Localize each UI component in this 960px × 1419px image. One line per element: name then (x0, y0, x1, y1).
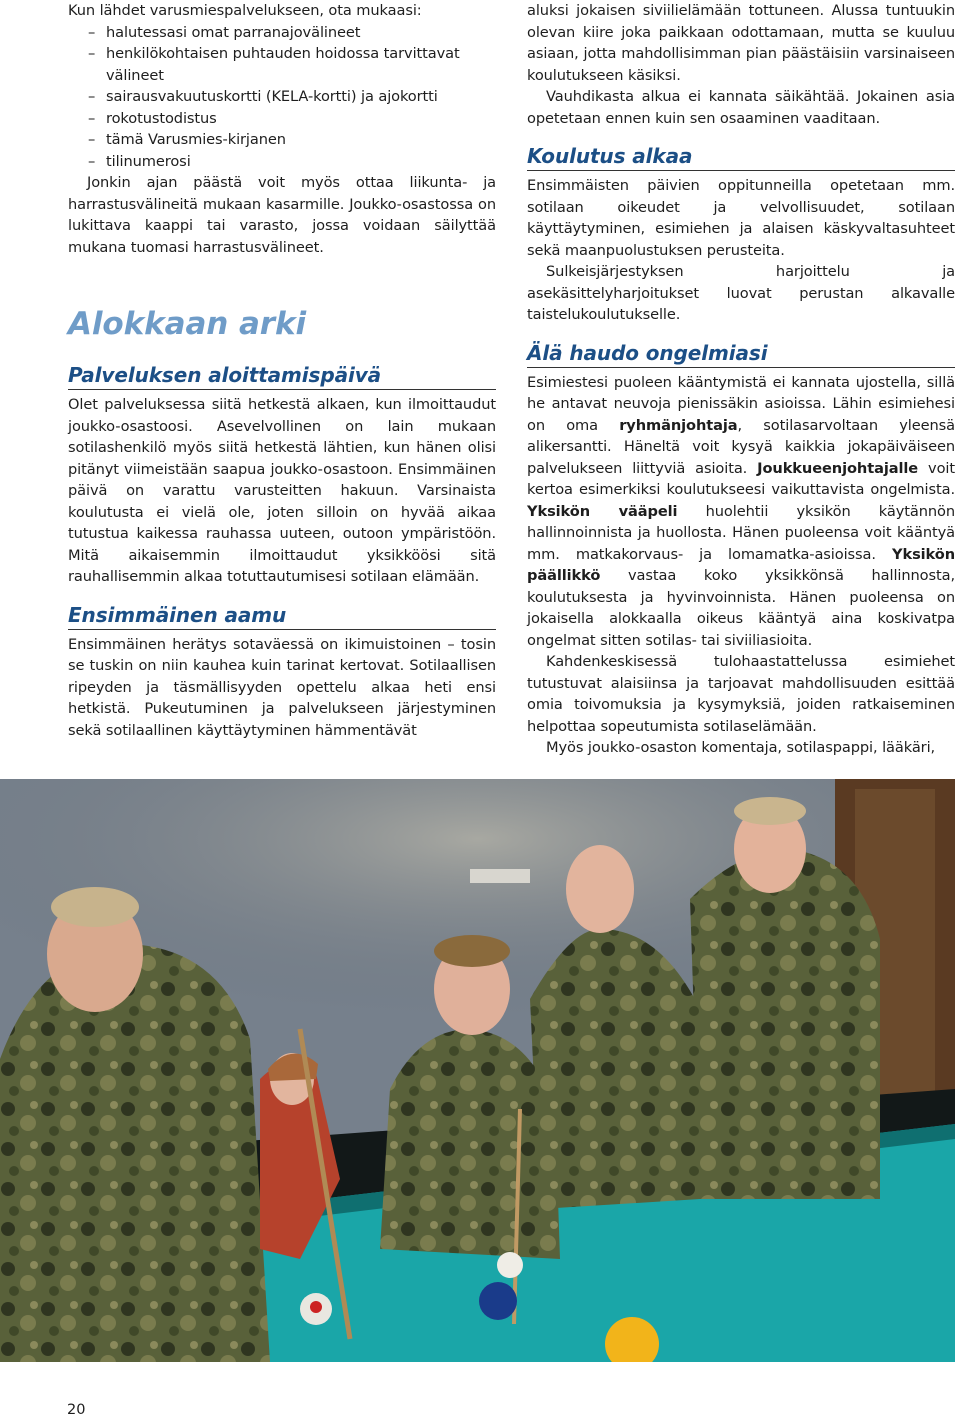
page-title: Alokkaan arki (68, 306, 306, 342)
text-run: vastaa koko yksikkönsä hallinnosta, koulutuksesta ja hyvinvoinnista. Hänen puoleensa on jokaisella alokkaalla oikeus kääntyä aina koskivatpa ongelmat sitten sotilas- tai siviiliasioita. (527, 567, 955, 649)
text-run: , sotilasarvoltaan yleensä alikersantti. Häneltä voit kysyä kaikkia jokapäiväiseen palvelukseen liittyviä asioita. (527, 416, 955, 477)
term-ryhmanjohtaja: ryhmänjohtaja (619, 416, 738, 434)
term-paallikko: Yksikön päällikkö (527, 545, 955, 584)
section-paragraph-superiors (527, 372, 955, 652)
section-paragraph: Olet palveluksessa siitä hetkestä alkaen, kun ilmoittaudut joukko-osastoosi. Asevelvollinen on lain mukaan sotilashenkilö myös siitä hetkestä lähtien, kun hänen olisi pitänyt viimeistään saapua joukko-osastoon. Ensimmäinen päivä on varattu varusteitten hakuun. Varsinaista koulutusta ei vielä ole, joten silloin on hyvää aikaa tutustua kaikessa rauhassa uuteen, outoon ympäristöön. Mitä aikaisemmin ilmoittaudut yksikköösi sitä rauhallisemmin alkaa totuttautumisesi sotilaan elämään. (68, 396, 496, 585)
text-run: Esimiestesi puoleen kääntymistä ei kannata ujostella, sillä he antavat neuvoja pienissäkin asioissa. Lähin esimiehesi on oma (527, 373, 955, 434)
list-item: – halutessasi omat parranajovälineet (68, 22, 496, 44)
section-paragraph: Sulkeisjärjestyksen harjoittelu ja asekäsittelyharjoitukset luovat perustan alkavalle taistelukoulutukselle. (527, 263, 955, 323)
intro-line: Kun lähdet varusmiespalvelukseen, ota mukaasi: (68, 2, 422, 19)
packing-list (68, 22, 496, 173)
list-item: – tilinumerosi (68, 151, 496, 173)
page-number: 20 (67, 1402, 86, 1418)
text-run: huolehtii yksikön käytännön hallinnoinnista ja huollosta. Hänen puoleensa voit kääntyä mm. matkakorvaus- ja lomamatka-asioissa. (527, 502, 955, 563)
text-run: voit kertoa esimerkiksi koulutukseesi vaikuttavista ongelmista. (527, 459, 955, 498)
photo-illustration (0, 779, 955, 1362)
continued-paragraph: aluksi jokaisen siviilielämään tottuneen. Alussa tuntuukin olevan kiire joka paikkaan odottamaan, mutta se kuuluu asiaan, jotta mahdollisimman pian päästäisiin varsinaiseen koulutukseen käsiksi. (527, 2, 955, 84)
list-item: – tämä Varusmies-kirjanen (68, 129, 496, 151)
left-column (68, 0, 496, 741)
list-item: – sairausvakuutuskortti (KELA-kortti) ja ajokortti (68, 86, 496, 108)
term-joukkueenjohtaja: Joukkueenjohtajalle (757, 459, 919, 477)
intro-paragraph: Jonkin ajan päästä voit myös ottaa liikunta- ja harrastusvälineitä mukaan kasarmille. Joukko-osastossa on lukittava kaappi tai varasto, jossa voidaan säilyttää mukana tuomasi harrastusvälineet. (68, 174, 496, 256)
section-heading-ongelmat: Älä haudo ongelmiasi (527, 340, 955, 368)
continued-paragraph-2: Vauhdikasta alkua ei kannata säikähtää. Jokainen asia opetetaan ennen kuin sen osaaminen vaaditaan. (527, 88, 955, 127)
section-paragraph: Ensimmäinen herätys sotaväessä on ikimuistoinen – tosin se tuskin on niin kauhea kuin tarinat kertovat. Sotilaallisen ripeyden ja täsmällisyyden opettelu alkaa heti ensi hetkistä. Pukeutuminen ja palvelukseen järjestyminen sekä sotilaallinen käyttäytyminen hämmentävät (68, 635, 496, 739)
right-column (527, 0, 955, 759)
list-item: – henkilökohtaisen puhtauden hoidossa tarvittavat välineet (68, 43, 496, 86)
billiards-photo (0, 779, 955, 1362)
section-heading-palveluksen: Palveluksen aloittamispäivä (68, 362, 496, 390)
term-vaapeli: Yksikön vääpeli (527, 502, 678, 520)
section-heading-ensimmainen-aamu: Ensimmäinen aamu (68, 602, 496, 630)
section-heading-koulutus: Koulutus alkaa (527, 143, 955, 171)
section-paragraph: Kahdenkeskisessä tulohaastattelussa esimiehet tutustuvat alaisiinsa ja tarjoavat mahdollisuuden esittää omia toivomuksia ja kysymyksiä, joiden ratkaiseminen helpottaa sopeutumista sotilaselämään. (527, 653, 955, 735)
section-paragraph: Ensimmäisten päivien oppitunneilla opetetaan mm. sotilaan oikeudet ja velvollisuudet, sotilaan käyttäytyminen, esimiehen ja alaisen käskyvaltasuhteet sekä maanpuolustuksen perusteita. (527, 177, 955, 259)
list-item: – rokotustodistus (68, 108, 496, 130)
section-paragraph: Myös joukko-osaston komentaja, sotilaspappi, lääkäri, (546, 739, 936, 756)
